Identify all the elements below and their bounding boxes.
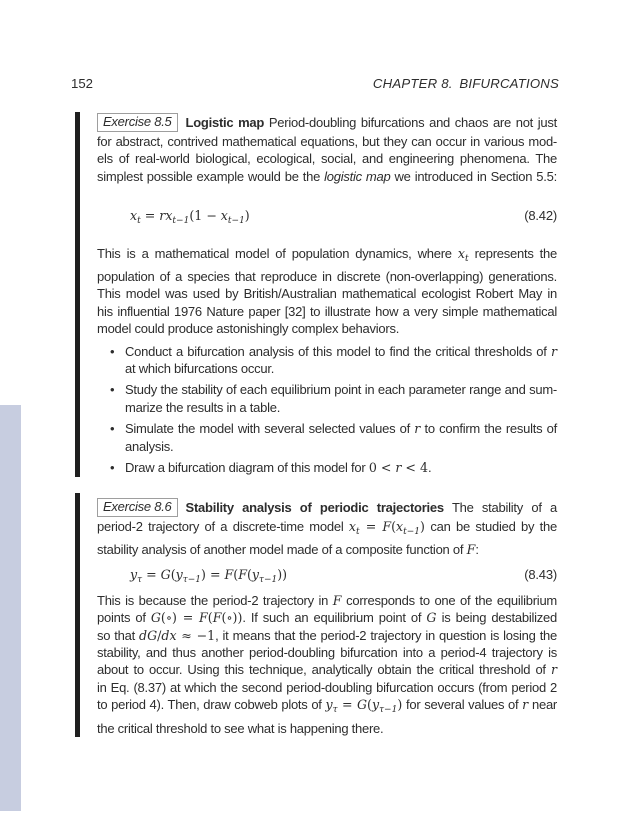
text-run: = [337, 697, 357, 713]
text-run: r [414, 421, 421, 437]
text-run: is being destabilized [436, 610, 557, 626]
bullet-item [125, 381, 557, 416]
text-line [125, 360, 557, 377]
text-run: so that [97, 627, 140, 643]
text-run: for abstract, contrived mathematical equations, but they can occur in various mod- [97, 134, 557, 149]
text-line [97, 627, 557, 644]
text-run: x [396, 518, 404, 534]
text-line [97, 592, 557, 609]
text-line [97, 696, 557, 719]
text-run: in Eq. (8.37) at which the second period-doubling bifurcation occurs (from period 2 [97, 679, 557, 695]
exercise-8-5 [75, 112, 557, 477]
text-run: x [130, 208, 138, 224]
text-run: This is a mathematical model of population dynamics, where [97, 245, 458, 261]
text-run: : [475, 541, 479, 557]
text-run: x [220, 208, 228, 224]
text-run: F [224, 567, 234, 583]
text-run: Logistic map [185, 115, 265, 130]
bullet-item [125, 343, 557, 378]
text-run: represents the [468, 245, 557, 261]
text-run: Stability analysis of periodic trajectories [185, 499, 444, 515]
text-run: G [426, 610, 437, 626]
text-run: stability analysis of another model made of a composite function of [97, 541, 467, 557]
text-run: points of [97, 610, 151, 626]
text-run: t [137, 216, 141, 227]
running-head [71, 76, 559, 91]
text-run: t−1 [403, 526, 421, 537]
text-run: τ−1 [379, 705, 398, 716]
text-run: G [356, 697, 368, 713]
text-run: < 4 [401, 460, 428, 476]
text-line [125, 438, 557, 455]
text-run: F [212, 610, 222, 626]
text-run: = [359, 518, 383, 534]
text-run: y [130, 567, 138, 583]
text-run: corresponds to one of the equilibrium [341, 592, 557, 608]
text-run: Simulate the model with several selected values of [125, 421, 415, 437]
text-run: r [550, 343, 557, 359]
text-run: F [332, 592, 342, 608]
text-run: ) [244, 208, 250, 224]
text-run: Study the stability of each equilibrium point in each parameter range and sum- [125, 382, 557, 398]
text-run: at which bifurcations occur. [125, 361, 275, 377]
text-run: can be studied by the [424, 518, 557, 534]
exercise-8-6-body [97, 592, 557, 737]
text-run: dx [161, 627, 177, 643]
text-run: els of real-world biological, ecological, social, and engineering phenomena. The [97, 151, 557, 167]
text-run: Conduct a bifurcation analysis of this model to find the critical thresholds of [125, 343, 551, 359]
text-run: G [160, 567, 171, 583]
text-run: (∘)) [221, 610, 243, 626]
text-line [125, 399, 557, 416]
text-line [97, 150, 557, 167]
exercise-label-box: Exercise 8.6 [97, 498, 178, 517]
exercise-8-5-body [97, 245, 557, 338]
text-run: (∘) = [160, 610, 200, 626]
text-run: . If such an equilibrium point of [242, 610, 427, 626]
text-run: analysis. [125, 438, 174, 454]
text-run: ( [207, 610, 213, 626]
exercise-8-6 [75, 493, 557, 737]
text-run: = [140, 208, 160, 224]
text-run: for several values of [402, 697, 523, 713]
text-line [97, 245, 557, 268]
text-run: r [550, 662, 557, 678]
text-run: we introduced in Section 5.5: [390, 168, 557, 184]
text-run: τ [137, 575, 143, 586]
bullet-item [125, 459, 557, 476]
text-run: dG [139, 627, 158, 643]
text-line [97, 133, 557, 150]
text-run: simplest possible example would be the [97, 168, 325, 184]
text-run: F [382, 518, 392, 534]
text-run: / [157, 627, 162, 643]
text-run: t [356, 526, 360, 537]
text-run: to period 4). Then, draw cobweb plots of [97, 697, 326, 713]
text-line [125, 459, 557, 476]
text-run: ( [233, 567, 239, 583]
text-run: marize the results in a table. [125, 399, 281, 415]
text-run: ) [420, 518, 425, 534]
text-run: F [238, 567, 247, 583]
equation-8-43 [130, 566, 524, 589]
text-run: period-2 trajectory of a discrete-time model [97, 518, 349, 534]
text-run: . [428, 460, 432, 476]
text-run: ) [397, 697, 403, 713]
text-run: ( [246, 567, 252, 583]
text-line [97, 518, 557, 541]
text-line [97, 285, 557, 302]
text-run: r [395, 460, 402, 476]
text-run: near [528, 697, 558, 713]
text-run: Period-doubling bifurcations and chaos are not just [264, 115, 558, 130]
text-run: τ [332, 705, 338, 716]
text-run: = [142, 567, 161, 583]
text-run: This is because the period-2 trajectory in [97, 592, 333, 608]
text-run: F [199, 610, 208, 626]
text-run: ( [391, 518, 397, 534]
page-number: 152 [71, 76, 94, 91]
text-line [97, 720, 557, 737]
equation-8-42-number: (8.42) [524, 208, 557, 224]
text-run: Draw a bifurcation diagram of this model for [125, 460, 369, 476]
exercise-8-5-task-list [97, 343, 557, 477]
text-run: the critical threshold to see what is happening there. [97, 720, 384, 736]
text-run: stability, and thus another period-doubling bifurcation into a period-4 trajectory is [97, 644, 557, 660]
exercise-8-6-intro [97, 499, 557, 559]
text-run: τ−1 [182, 575, 202, 586]
text-line [97, 661, 557, 678]
text-run: logistic map [324, 168, 391, 184]
text-run: τ−1 [258, 575, 278, 586]
bullet-item [125, 420, 557, 455]
chapter-header: CHAPTER 8. BIFURCATIONS [372, 76, 559, 91]
text-line [97, 609, 557, 626]
equation-8-42 [130, 207, 524, 230]
text-run: population of a species that reproduce in discrete (non-overlapping) generations. [97, 269, 557, 285]
text-run: ( [170, 567, 176, 583]
exercise-8-5-intro [97, 114, 557, 185]
text-run: to confirm the results of [420, 421, 557, 437]
equation-8-42-row [97, 207, 557, 230]
text-line [97, 541, 557, 558]
text-run: ≈ −1 [176, 627, 216, 643]
text-run: y [175, 567, 183, 583]
equation-8-43-number: (8.43) [524, 567, 557, 583]
text-run: ) = [201, 567, 225, 583]
page-edge-accent-bar [0, 405, 21, 811]
text-run: model could produce astonishingly complex behaviors. [97, 321, 400, 337]
text-run: F [466, 541, 476, 557]
text-run: y [325, 697, 333, 713]
text-line [97, 320, 557, 337]
text-line [97, 114, 557, 133]
text-line [125, 420, 557, 437]
text-line [97, 679, 557, 696]
text-run: r [522, 697, 529, 713]
text-line [130, 566, 524, 589]
text-run: x [348, 518, 357, 534]
text-column [75, 112, 557, 737]
text-run: ( [367, 697, 372, 713]
text-line [130, 207, 524, 230]
text-run: about to occur. Using this technique, analytically obtain the critical threshold of [97, 662, 551, 678]
text-run: t [464, 253, 469, 264]
text-line [97, 303, 557, 320]
text-run: , it means that the period-2 trajectory in question is losing the [215, 627, 558, 643]
text-run: (1 − [189, 208, 221, 224]
text-run: y [251, 567, 259, 583]
text-run: The stability of a [443, 499, 557, 515]
text-run: t−1 [227, 216, 245, 227]
text-run: This model was used by British/Australian mathematical ecologist Robert May in [97, 286, 557, 302]
text-run: rx [159, 208, 173, 224]
text-run: G [150, 610, 161, 626]
exercise-label-box: Exercise 8.5 [97, 113, 178, 132]
equation-8-43-row [97, 566, 557, 589]
text-run: t−1 [172, 216, 190, 227]
text-run: )) [277, 567, 288, 583]
text-line [125, 343, 557, 360]
text-run: y [371, 697, 380, 713]
text-line [97, 644, 557, 661]
text-line [97, 268, 557, 285]
text-run: 0 < [368, 460, 396, 476]
text-line [97, 499, 557, 518]
text-run: x [457, 245, 465, 261]
text-line [125, 381, 557, 398]
text-run: his influential 1976 Nature paper [32] to illustrate how a very simple mathematical [97, 303, 557, 319]
text-line [97, 168, 557, 185]
